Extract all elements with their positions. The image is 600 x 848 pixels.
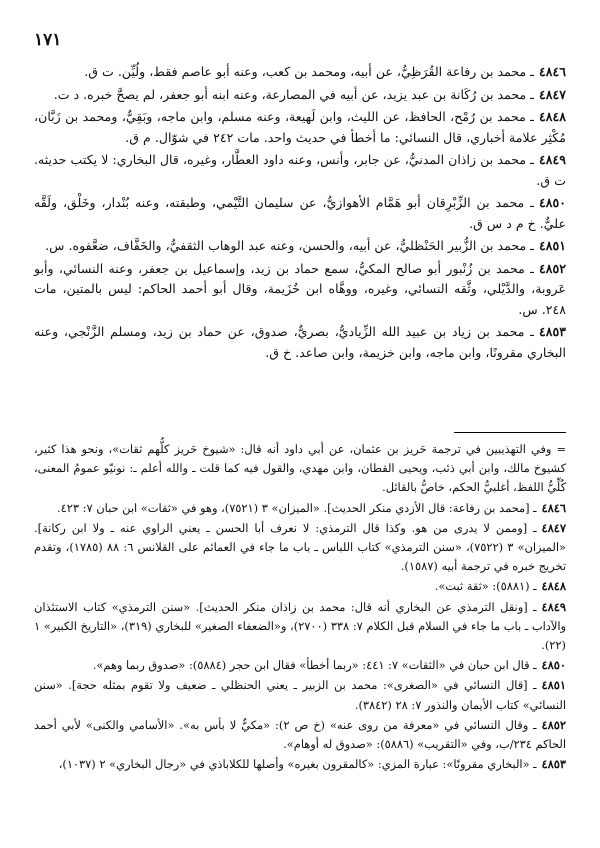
- note-number: ٤٨٤٦: [541, 500, 566, 515]
- footnote-4849: [34, 598, 566, 656]
- footnotes: [34, 440, 566, 775]
- footnote-continuation: [34, 440, 566, 498]
- note-number: ٤٨٤٩: [541, 599, 566, 614]
- entry-text: ـ محمد بن رُمْح، الحافظ، عن الليث، وابن لَهيعة، وعنه مسلم، وابن ماجه، وبَقِيٌّ، ومحمد بن زَبَّان، مُكْثِر علامة أخباري، قال النسائي: ما أخطأ في حديث واحد. مات ٢٤٢ في شوّال. م ق.: [34, 109, 566, 145]
- note-number: ٤٨٥٢: [541, 717, 566, 732]
- entry-number: ٤٨٤٦: [538, 64, 566, 79]
- note-text: = وفي التهذيبين في ترجمة حَريز بن عثمان، عن أبي داود أنه قال: «شيوخ حَريز كلُّهم ثقات»، ونحو هذا كثير، كشيوخ مالك، وابن أبي ذئب، ويحيى القطان، وابن مهدي، والقول فيه كما قلت ـ والله أعلم ـ: نونيّو عمومُ المعنى، كُلِّيُّ اللفظ، أغلبيُّ الحكم، خاصُّ بالقائل.: [34, 442, 566, 495]
- note-number: ٤٨٥١: [541, 678, 566, 693]
- note-number: ٤٨٥٠: [541, 658, 566, 673]
- main-entries: [34, 62, 566, 365]
- note-text: ـ [ونقل الترمذي عن البخاري أنه قال: محمد بن زاذان منكر الحديث]. «سنن الترمذي» كتاب الاستئذان والآداب ـ باب ما جاء في السلام قبل الكلام ٧: ٣٣٨ (٢٧٠٠)، و«الضعفاء الصغير» للبخاري (٣١٩)، «التاريخ الكبير» ١ (٢٢).: [34, 599, 566, 653]
- entry-text: ـ محمد بن رفاعة القُرَظِيُّ، عن أبيه، ومحمد بن كعب، وعنه أبو عاصم فقط، ولُيِّن. ت ق.: [84, 64, 534, 79]
- entry-number: ٤٨٤٨: [538, 109, 566, 124]
- note-number: ٤٨٤٧: [541, 520, 566, 535]
- entry-4846: [34, 62, 566, 83]
- entry-4849: [34, 150, 566, 191]
- entry-number: ٤٨٥٢: [538, 260, 566, 276]
- footnote-4846: [34, 499, 566, 518]
- footnote-divider: [454, 432, 566, 433]
- entry-number: ٤٨٥٠: [538, 195, 566, 210]
- footnote-4847: [34, 519, 566, 577]
- note-number: ٤٨٥٣: [541, 757, 566, 772]
- entry-4847: [34, 85, 566, 106]
- entry-4850: [34, 193, 566, 234]
- entry-text: ـ محمد بن زاذان المدنيُّ، عن جابر، وأنس، وعنه داود العطَّار، وغيره، قال البخاري: لا يكتب حديثه. ت ق.: [34, 152, 566, 188]
- entry-number: ٤٨٤٩: [538, 152, 566, 167]
- entry-number: ٤٨٥١: [538, 238, 566, 253]
- entry-text: ـ محمد بن رُكَانة بن عبد يزيد، عن أبيه في المصارعة، وعنه ابنه أبو جعفر، لم يصحَّ خبره. د ت.: [53, 86, 534, 102]
- note-text: ـ (٥٨٨١): «ثقة ثبت».: [434, 579, 537, 594]
- entry-4851: [34, 236, 566, 257]
- note-text: ـ [قال النسائي في «الصغرى»: محمد بن الزبير ـ يعني الحنظلي ـ ضعيف ولا تقوم بمثله حجة]. «سنن النسائي» كتاب الأيمان والنذور ٧: ٢٨ (٣٨٤٢).: [34, 678, 566, 712]
- entry-number: ٤٨٤٧: [538, 86, 566, 102]
- footnote-4852: [34, 716, 566, 754]
- note-text: ـ [وممن لا يدرى من هو. وكذا قال الترمذي: لا نعرف أبا الحسن ـ يعني الراوي عنه ـ ولا ابن ركانة]. «الميزان» ٣ (٧٥٢٢)، «سنن الترمذي» كتاب اللباس ـ باب ما جاء في العمائم على القلانس ٦: ٨٨ (١٧٨٥)، وتقدم تخريج خبره في ترجمة أبيه (١٥٨٧).: [34, 520, 566, 574]
- note-text: ـ «البخاري مقرونًا»: عبارة المزي: «كالمقرون بغيره» وأصلها للكلاباذي في «رجال البخاري» ٢ (١٠٣٧)،: [58, 757, 537, 772]
- entry-4848: [34, 107, 566, 148]
- entry-text: ـ محمد بن زياد بن عبيد الله الزِّياديُّ، بصريٌّ، صدوق، عن حماد بن زيد، ومسلم الزَّنْجي، وعنه البخاري مقرونًا، وابن ماجه، وابن خزيمة، وابن صاعد. خ ق.: [34, 324, 566, 360]
- footnote-4853: [34, 755, 566, 774]
- entry-text: ـ محمد بن الزُّبير الحَنْظليُّ، عن أبيه، والحسن، وعنه عبد الوهاب الثقفيُّ، والخَفَّاف، ضعَّفوه. س.: [45, 238, 534, 253]
- note-number: ٤٨٤٨: [541, 579, 566, 594]
- entry-text: ـ محمد بن الزِّبْرِقان أبو هَمَّام الأهوازيُّ، عن سليمان التَّيْمي، وطبقته، وعنه بُنْدار، وخَلْق، ولَقَّه عليٌّ. خ م د س ق.: [34, 195, 566, 231]
- entry-text: ـ محمد بن زُنْبور أبو صالح المكيُّ، سمع حماد بن زيد، وإسماعيل بن جعفر، وعنه النسائي، وأبو عَروبة، والدَّيْلي، وثَّقه النسائي، وغيره، ووهَّاه ابن خُزَيمة، وقال أبو أحمد الحاكم: ليس بالمتين، مات ٢٤٨. س.: [34, 260, 566, 317]
- note-text: ـ قال ابن حبان في «الثقات» ٧: ٤٤١: «ربما أخطأ» فقال ابن حجر (٥٨٨٤): «صدوق ربما وهم».: [92, 658, 537, 673]
- footnote-4848: [34, 577, 566, 596]
- entry-number: ٤٨٥٣: [538, 324, 566, 339]
- page-number: ١٧١: [34, 30, 62, 50]
- footnote-4851: [34, 676, 566, 714]
- entry-4853: [34, 322, 566, 363]
- note-text: ـ [محمد بن رفاعة: قال الأزدي منكر الحديث]. «الميزان» ٣ (٧٥٢١)، وهو في «ثقات» ابن حبان ٧: ٤٢٣.: [57, 500, 537, 515]
- footnote-4850: [34, 656, 566, 675]
- entry-4852: [34, 259, 566, 321]
- note-text: ـ وقال النسائي في «معرفة من روى عنه» (خ ص ٢): «مكيٌّ لا بأس به». «الأسامي والكنى» لأبي أحمد الحاكم ٢٣٤/ب، وفي «التقريب» (٥٨٨٦): «صدوق له أوهام».: [34, 717, 566, 752]
